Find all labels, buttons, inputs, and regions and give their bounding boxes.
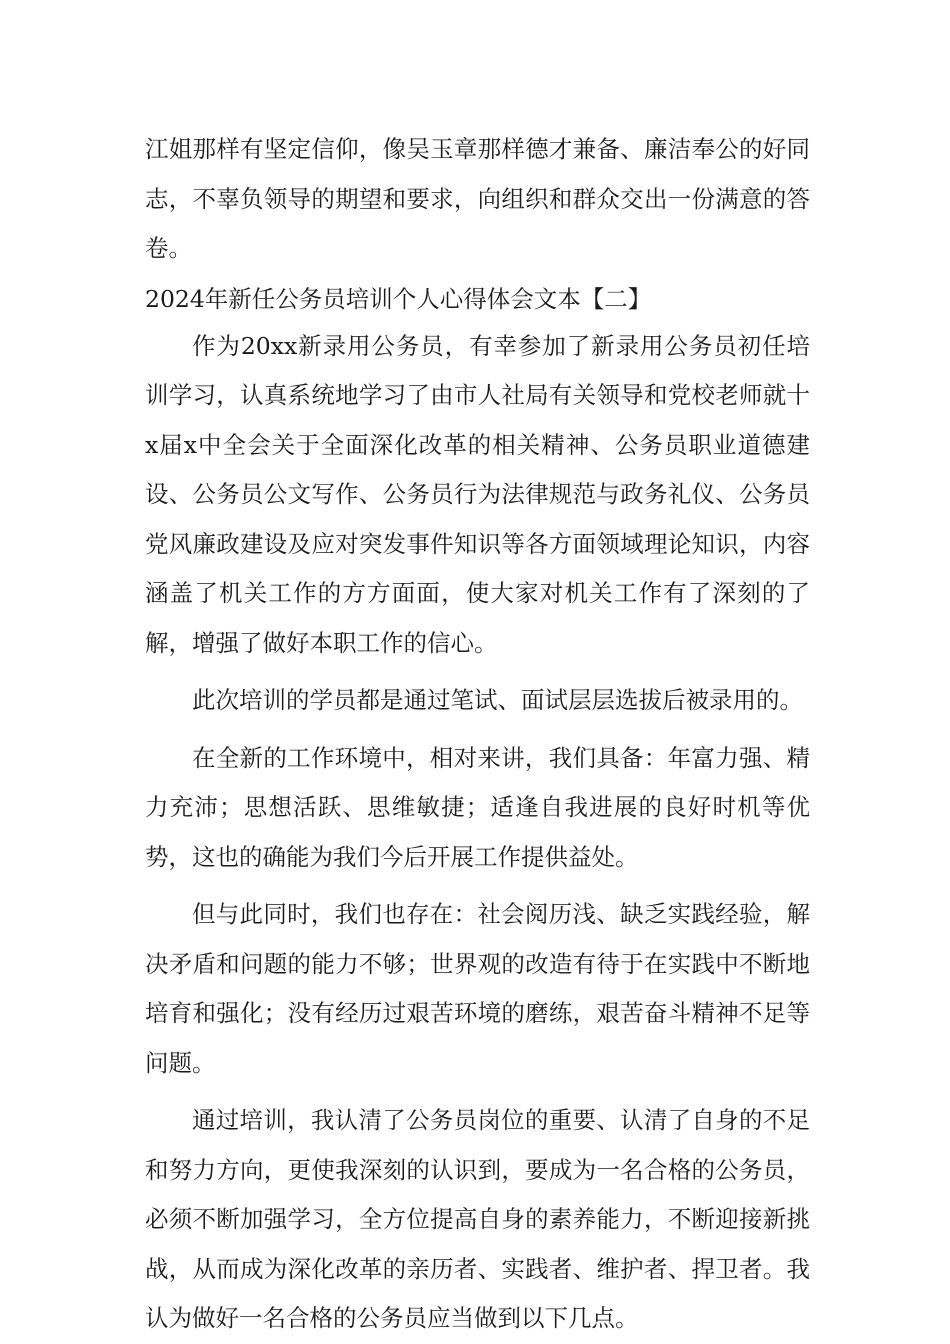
continued-paragraph: 江姐那样有坚定信仰，像吴玉章那样德才兼备、廉洁奉公的好同志，不辜负领导的期望和要求，向组织和群众交出一份满意的答卷。 [145,135,810,262]
body-paragraph-conclusion: 通过培训，我认清了公务员岗位的重要、认清了自身的不足和努力方向，更使我深刻的认识到，要成为一名合格的公务员，必须不断加强学习，全方位提高自身的素养能力，不断迎接新挑战，从而成为深化改革的亲历者、实践者、维护者、捍卫者。我认为做好一名合格的公务员应当做到以下几点。 [145,1106,810,1332]
document-body [145,125,810,1344]
section-heading: 2024年新任公务员培训个人心得体会文本【二】 [145,284,652,313]
body-paragraph-shortcomings: 但与此同时，我们也存在：社会阅历浅、缺乏实践经验，解决矛盾和问题的能力不够；世界观的改造有待于在实践中不断地培育和强化；没有经历过艰苦环境的磨练，艰苦奋斗精神不足等问题。 [145,900,810,1077]
body-paragraph-trainees: 此次培训的学员都是通过笔试、面试层层选拔后被录用的。 [192,686,803,714]
body-paragraph-advantages: 在全新的工作环境中，相对来讲，我们具备：年富力强、精力充沛；思想活跃、思维敏捷；适逢自我进展的良好时机等优势，这也的确能为我们今后开展工作提供益处。 [145,743,810,871]
body-paragraph-training-content: 作为20xx新录用公务员，有幸参加了新录用公务员初任培训学习，认真系统地学习了由市人社局有关领导和党校老师就十x届x中全会关于全面深化改革的相关精神、公务员职业道德建设、公务员公文写作、公务员行为法律规范与政务礼仪、公务员党风廉政建设及应对突发事件知识等各方面领域理论知识，内容涵盖了机关工作的方方面面，使大家对机关工作有了深刻的了解，增强了做好本职工作的信心。 [145,331,810,657]
